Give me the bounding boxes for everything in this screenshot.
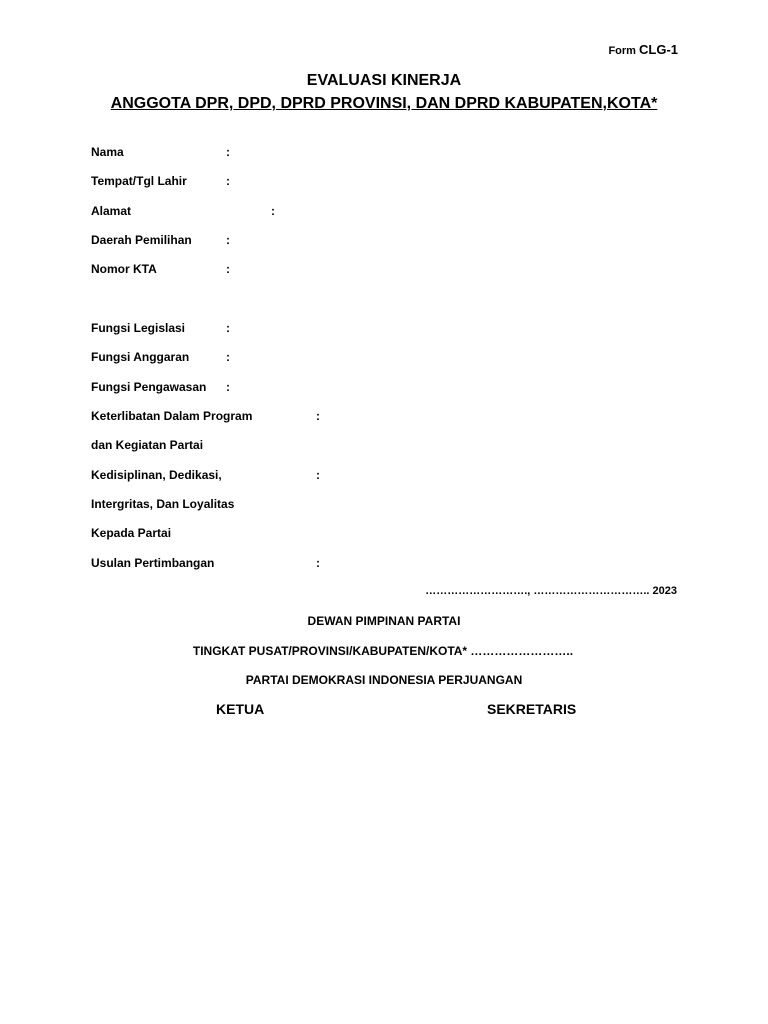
council-heading: DEWAN PIMPINAN PARTAI xyxy=(307,614,461,628)
field-label-tempat-tgl-lahir: Tempat/Tgl Lahir xyxy=(91,174,187,188)
document-title: EVALUASI KINERJA xyxy=(306,72,462,89)
council-level: TINGKAT PUSAT/PROVINSI/KABUPATEN/KOTA* …………………….. xyxy=(192,644,574,658)
form-code-prefix: Form xyxy=(608,45,636,57)
field-label-fungsi-legislasi: Fungsi Legislasi xyxy=(91,321,186,335)
field-colon-tempat-tgl-lahir: : xyxy=(226,174,230,188)
field-label-usulan-pertimbangan: Usulan Pertimbangan xyxy=(91,556,215,570)
field-colon-nomor-kta: : xyxy=(226,262,230,276)
field-colon-daerah-pemilihan: : xyxy=(226,233,230,247)
form-code-value: CLG-1 xyxy=(639,42,678,57)
party-name: PARTAI DEMOKRASI INDONESIA PERJUANGAN xyxy=(245,673,523,687)
document-subtitle: ANGGOTA DPR, DPD, DPRD PROVINSI, DAN DPRD KABUPATEN,KOTA* xyxy=(110,95,658,112)
signature-secretary-label: SEKRETARIS xyxy=(487,701,577,717)
field-colon-fungsi-legislasi: : xyxy=(226,321,230,335)
field-colon-usulan-pertimbangan: : xyxy=(316,556,320,570)
form-code xyxy=(608,42,678,57)
field-colon-fungsi-anggaran: : xyxy=(226,350,230,364)
field-colon-alamat: : xyxy=(271,204,275,218)
field-label-nama: Nama xyxy=(91,145,124,159)
signature-chair-label: KETUA xyxy=(216,701,265,717)
field-label-kegiatan-partai: dan Kegiatan Partai xyxy=(91,438,204,452)
field-label-integritas: Intergritas, Dan Loyalitas xyxy=(91,497,235,511)
field-label-fungsi-pengawasan: Fungsi Pengawasan xyxy=(91,380,207,394)
field-colon-nama: : xyxy=(226,145,230,159)
place-date-line: ………………………., ………………………….. 2023 xyxy=(425,585,677,597)
field-label-daerah-pemilihan: Daerah Pemilihan xyxy=(91,233,192,247)
field-colon-keterlibatan: : xyxy=(316,409,320,423)
field-label-kepada-partai: Kepada Partai xyxy=(91,526,172,540)
field-colon-kedisiplinan: : xyxy=(316,468,320,482)
field-label-kedisiplinan: Kedisiplinan, Dedikasi, xyxy=(91,468,222,482)
field-label-alamat: Alamat xyxy=(91,204,132,218)
field-label-keterlibatan: Keterlibatan Dalam Program xyxy=(91,409,253,423)
field-label-nomor-kta: Nomor KTA xyxy=(91,262,157,276)
field-colon-fungsi-pengawasan: : xyxy=(226,380,230,394)
field-label-fungsi-anggaran: Fungsi Anggaran xyxy=(91,350,190,364)
